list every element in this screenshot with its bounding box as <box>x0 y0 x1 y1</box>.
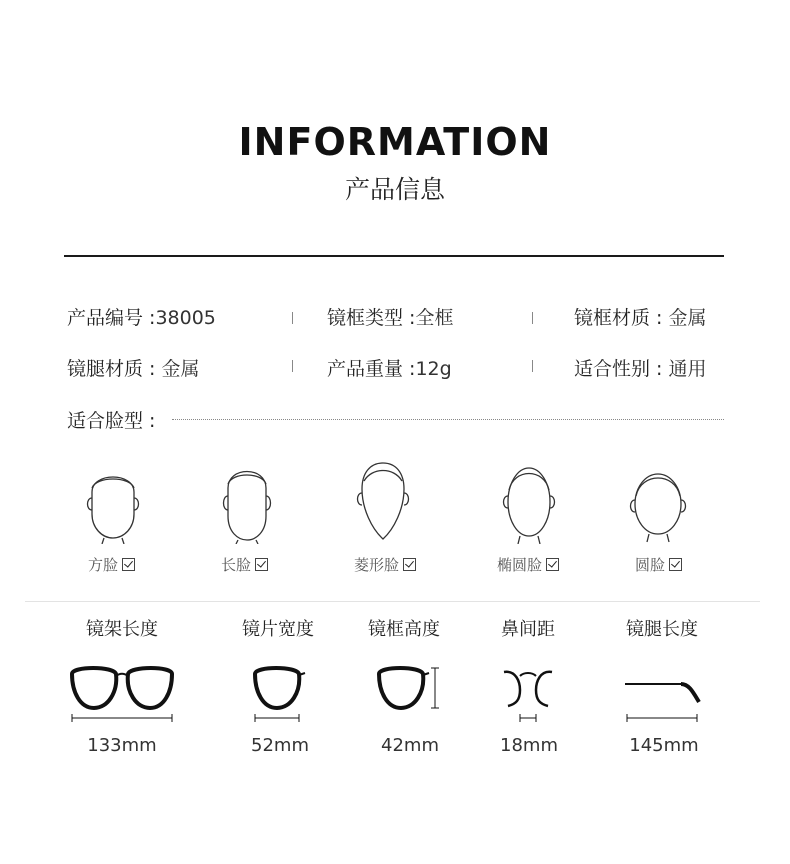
spec-value: 12g <box>415 358 452 380</box>
face-label-diamond <box>354 554 416 575</box>
square-face-icon <box>80 462 146 544</box>
dotted-divider <box>172 419 724 420</box>
lens-height-icon <box>375 662 441 716</box>
measure-value-bridge: 18mm <box>500 735 558 756</box>
measure-title-lens-width: 镜片宽度 <box>242 619 314 640</box>
long-face-icon <box>214 460 280 544</box>
face-label-text: 方脸 <box>88 556 119 574</box>
face-label-text: 菱形脸 <box>354 556 400 574</box>
measure-title-frame-width: 镜架长度 <box>86 619 158 640</box>
spec-gender <box>574 354 707 381</box>
spec-label: 镜腿材质 : <box>67 358 156 380</box>
spec-separator <box>292 312 293 324</box>
bridge-width-icon <box>502 662 554 728</box>
spec-separator <box>292 360 293 372</box>
face-label-oval <box>497 554 559 575</box>
checkbox-icon <box>669 558 682 571</box>
face-label-long <box>221 554 268 575</box>
face-label-square <box>88 554 135 575</box>
spec-separator <box>532 312 533 324</box>
face-label-text: 圆脸 <box>635 556 666 574</box>
page-title-en: INFORMATION <box>238 120 552 164</box>
spec-product-code <box>67 303 216 330</box>
measure-value-lens-width: 52mm <box>251 735 309 756</box>
lens-width-icon <box>251 662 307 728</box>
spec-label: 产品编号 : <box>67 307 156 329</box>
measure-title-temple: 镜腿长度 <box>626 619 698 640</box>
measure-value-frame-width: 133mm <box>87 735 157 756</box>
page-title-cn: 产品信息 <box>344 175 445 204</box>
spec-frame-type <box>327 303 453 330</box>
face-label-text: 长脸 <box>221 556 252 574</box>
spec-label: 镜框类型 : <box>327 307 416 329</box>
spec-label: 镜框材质 : <box>574 307 663 329</box>
checkbox-icon <box>546 558 559 571</box>
measure-value-lens-height: 42mm <box>381 735 439 756</box>
temple-length-icon <box>623 672 703 728</box>
checkbox-icon <box>255 558 268 571</box>
frame-width-icon <box>68 662 176 728</box>
spec-value: 金属 <box>662 307 707 329</box>
checkbox-icon <box>403 558 416 571</box>
spec-value: 38005 <box>155 307 216 329</box>
diamond-face-icon <box>350 459 416 545</box>
section-divider <box>25 601 760 602</box>
face-shape-label: 适合脸型 : <box>67 410 156 432</box>
measure-title-lens-height: 镜框高度 <box>368 619 440 640</box>
face-label-text: 椭圆脸 <box>497 556 543 574</box>
spec-value: 全框 <box>415 307 454 329</box>
oval-face-icon <box>496 460 562 544</box>
spec-separator <box>532 360 533 372</box>
spec-weight <box>327 354 452 381</box>
spec-value: 金属 <box>155 358 200 380</box>
spec-label: 适合性别 : <box>574 358 663 380</box>
face-label-round <box>635 554 682 575</box>
spec-frame-material <box>574 303 707 330</box>
spec-value: 通用 <box>662 358 707 380</box>
spec-temple-material <box>67 354 200 381</box>
spec-label: 产品重量 : <box>327 358 416 380</box>
header-divider <box>64 255 724 257</box>
round-face-icon <box>625 462 691 544</box>
measure-title-bridge: 鼻间距 <box>501 619 555 640</box>
checkbox-icon <box>122 558 135 571</box>
measure-value-temple: 145mm <box>629 735 699 756</box>
